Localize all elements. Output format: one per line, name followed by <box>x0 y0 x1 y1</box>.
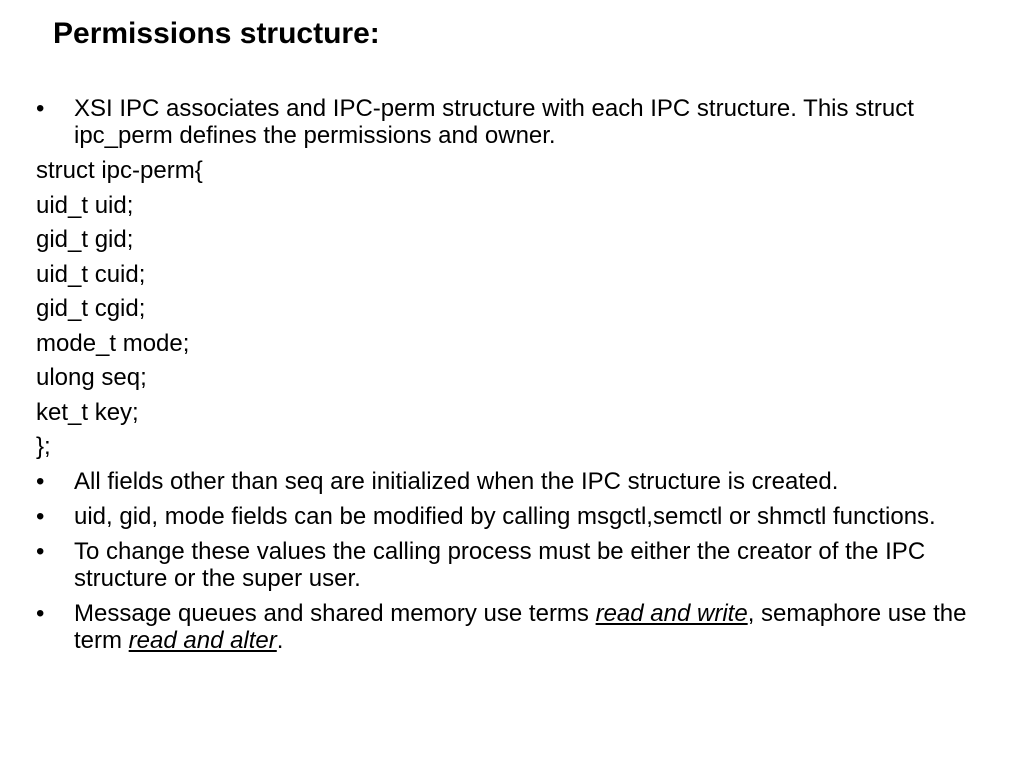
struct-line-gid: gid_t gid; <box>36 226 134 253</box>
bullet-modify-fields <box>36 503 996 530</box>
struct-line-cgid: gid_t cgid; <box>36 295 146 322</box>
terms-text-part1: Message queues and shared memory use terms <box>74 599 596 627</box>
struct-line-uid: uid_t uid; <box>36 191 134 219</box>
struct-line-cuid: uid_t cuid; <box>36 260 146 288</box>
bullet-ipc-perm-intro <box>36 95 996 149</box>
slide-title: Permissions structure: <box>53 17 380 50</box>
bullet-dot: • <box>36 467 45 495</box>
struct-line-seq: ulong seq; <box>36 364 147 391</box>
struct-line-open: struct ipc-perm{ <box>36 157 203 184</box>
bullet-text: XSI IPC associates and IPC-perm structure with each IPC structure. This struct ipc_perm defines the permissions and owner. <box>74 95 914 149</box>
bullet-text: uid, gid, mode fields can be modified by calling msgctl,semctl or shmctl functions. <box>74 502 936 530</box>
struct-line-key: ket_t key; <box>36 398 139 426</box>
bullet-change-values <box>36 538 996 592</box>
bullet-text <box>74 600 967 654</box>
struct-line-close: }; <box>36 433 51 460</box>
struct-line-mode: mode_t mode; <box>36 329 190 357</box>
terms-text-part3: . <box>276 626 284 654</box>
bullet-terms <box>36 600 996 654</box>
bullet-text: To change these values the calling process must be either the creator of the IPC structure or the super user. <box>74 537 926 592</box>
bullet-dot: • <box>36 537 45 565</box>
terms-text-part2: , semaphore use the term <box>74 599 967 654</box>
bullet-dot: • <box>36 502 45 530</box>
slide-body <box>36 95 996 662</box>
bullet-dot: • <box>36 95 45 122</box>
bullet-fields-initialized <box>36 468 996 495</box>
bullet-dot: • <box>36 599 45 627</box>
bullet-text: All fields other than seq are initialized when the IPC structure is created. <box>74 467 839 495</box>
term-read-and-alter: read and alter <box>128 626 277 654</box>
term-read-and-write: read and write <box>595 599 748 627</box>
